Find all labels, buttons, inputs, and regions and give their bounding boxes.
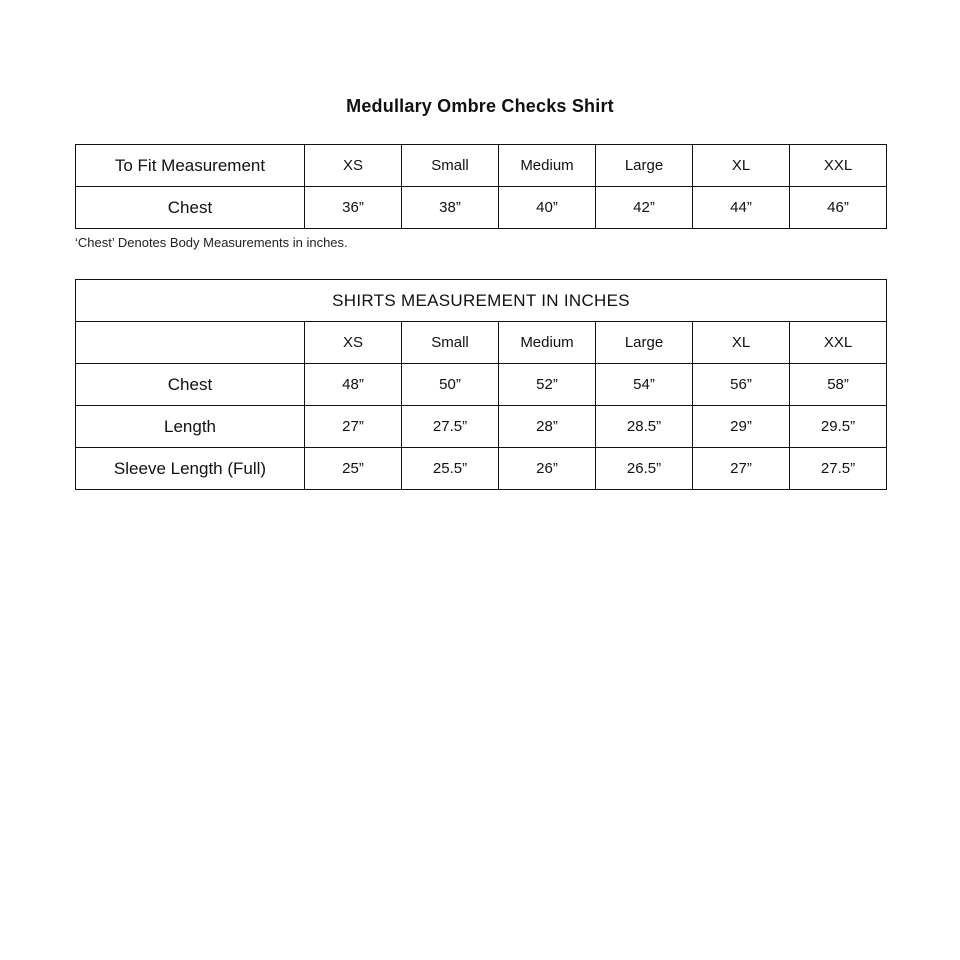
size-header-small: Small (402, 145, 499, 187)
table-cell: 27.5” (402, 406, 499, 448)
size-header-xs: XS (305, 322, 402, 364)
row-label: Chest (76, 187, 305, 229)
table-cell: 26.5” (596, 448, 693, 490)
row-label: Chest (76, 364, 305, 406)
table-header-row (76, 322, 887, 364)
size-header-small: Small (402, 322, 499, 364)
size-header-xl: XL (693, 322, 790, 364)
table-cell: 48” (305, 364, 402, 406)
size-header-large: Large (596, 145, 693, 187)
table-row (76, 448, 887, 490)
table-cell: 58” (790, 364, 887, 406)
table-cell: 27” (693, 448, 790, 490)
header-label: To Fit Measurement (76, 145, 305, 187)
table-cell: 25.5” (402, 448, 499, 490)
table-caption-row (76, 280, 887, 322)
table-cell: 44” (693, 187, 790, 229)
table-caption: SHIRTS MEASUREMENT IN INCHES (76, 280, 887, 322)
table-cell: 36” (305, 187, 402, 229)
table-cell: 56” (693, 364, 790, 406)
table-cell: 26” (499, 448, 596, 490)
measurement-note: ‘Chest’ Denotes Body Measurements in inches. (75, 235, 348, 250)
page-title: Medullary Ombre Checks Shirt (346, 96, 614, 116)
table-cell: 42” (596, 187, 693, 229)
table-row (76, 406, 887, 448)
table-header-row (76, 145, 887, 187)
table-row (76, 364, 887, 406)
row-label: Length (76, 406, 305, 448)
table-cell: 29.5” (790, 406, 887, 448)
table-cell: 25” (305, 448, 402, 490)
table-cell: 54” (596, 364, 693, 406)
table-row (76, 187, 887, 229)
table-cell: 27.5” (790, 448, 887, 490)
size-header-xs: XS (305, 145, 402, 187)
size-header-medium: Medium (499, 322, 596, 364)
shirt-measurement-table (75, 279, 887, 490)
size-header-xl: XL (693, 145, 790, 187)
row-label: Sleeve Length (Full) (76, 448, 305, 490)
size-header-xxl: XXL (790, 145, 887, 187)
table-cell: 46” (790, 187, 887, 229)
table-cell: 27” (305, 406, 402, 448)
table-cell: 38” (402, 187, 499, 229)
table-cell: 29” (693, 406, 790, 448)
header-label (76, 322, 305, 364)
size-header-xxl: XXL (790, 322, 887, 364)
table-cell: 52” (499, 364, 596, 406)
size-header-medium: Medium (499, 145, 596, 187)
table-cell: 28.5” (596, 406, 693, 448)
table-cell: 40” (499, 187, 596, 229)
size-header-large: Large (596, 322, 693, 364)
fit-measurement-table (75, 144, 887, 229)
table-cell: 50” (402, 364, 499, 406)
table-cell: 28” (499, 406, 596, 448)
